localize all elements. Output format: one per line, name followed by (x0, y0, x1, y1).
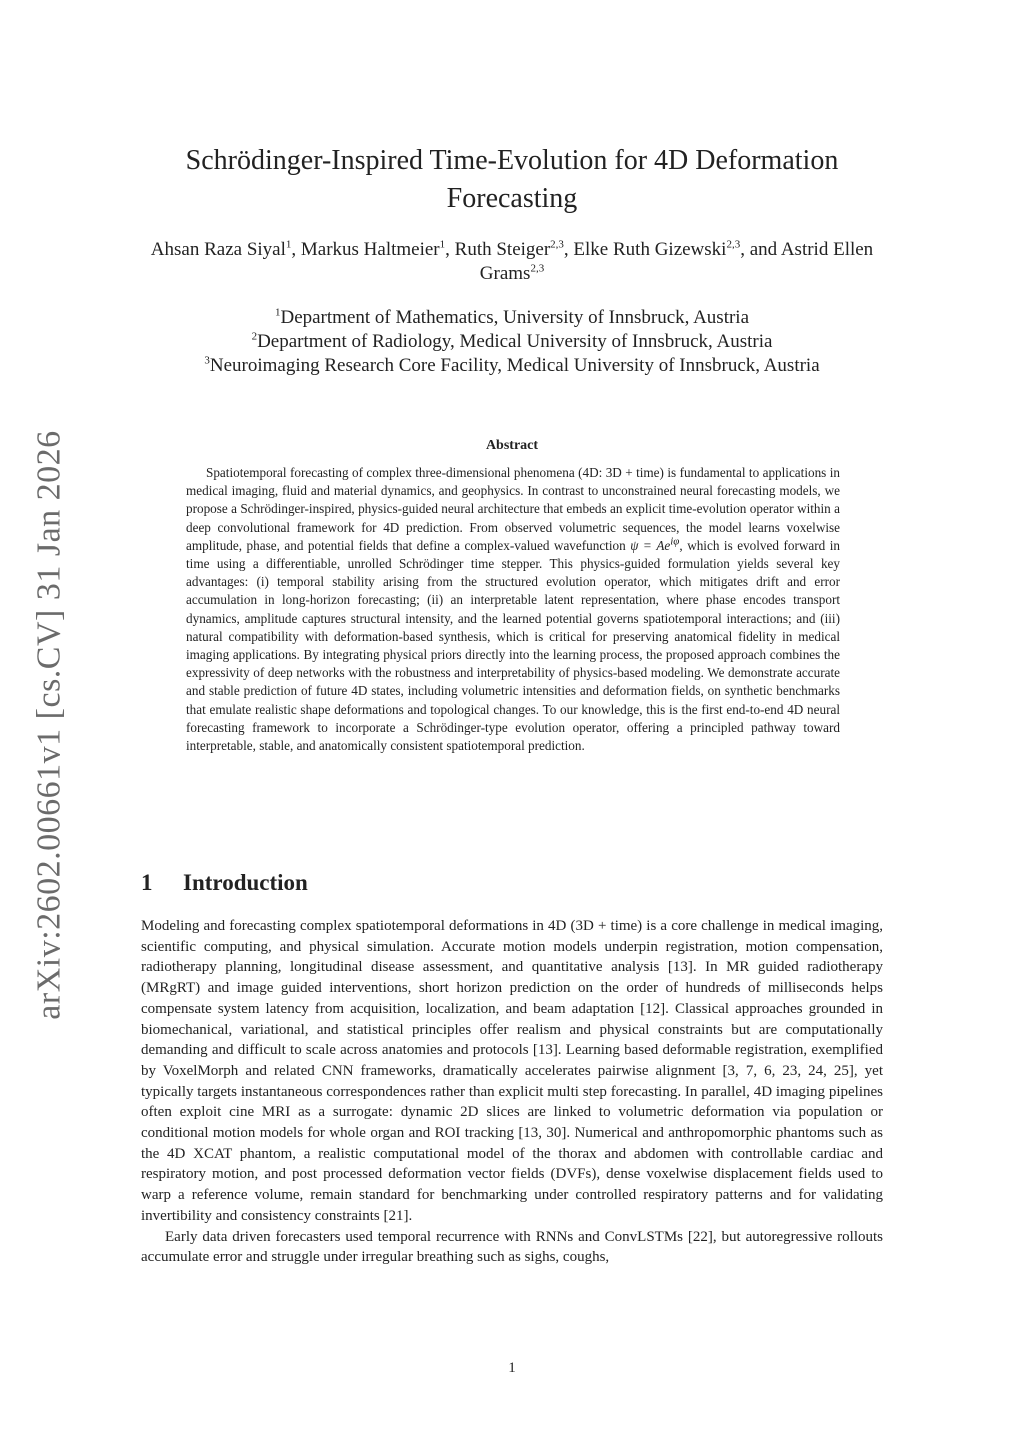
abstract-text: , which is evolved forward in time using a differentiable, unrolled Schrödinger time stepper. This physics-guided formulation yields several key advantages: (i) temporal stability arising from the structured evolution operator, which mitigates drift and error accumulation in long-horizon forecasting; (ii) an interpretable latent representation, where phase encodes transport dynamics, amplitude captures structural intensity, and the learned potential governs spatiotemporal interactions; and (iii) natural compatibility with deformation-based synthesis, which is critical for preserving anatomical fidelity in medical imaging applications. By integrating physical priors directly into the learning process, the proposed approach combines the expressivity of deep networks with the robustness and interpretability of physics-based modeling. We demonstrate accurate and stable prediction of future 4D states, including volumetric intensities and deformation fields, on synthetic benchmarks that emulate realistic shape deformations and topological changes. To our knowledge, this is the first end-to-end 4D neural forecasting framework to incorporate a Schrödinger-type evolution operator, offering a principled pathway toward interpretable, stable, and anatomically consistent spatiotemporal prediction. (186, 537, 840, 754)
affiliation-text: Department of Mathematics, University of Innsbruck, Austria (280, 307, 750, 328)
paragraph: Early data driven forecasters used temporal recurrence with RNNs and ConvLSTMs [22], but autoregressive rollouts accumulate error and struggle under irregular breathing such as sighs, coughs, (141, 1228, 883, 1266)
affiliation-line (130, 306, 894, 330)
abstract-text: Spatiotemporal forecasting of complex three-dimensional phenomena (4D: 3D + time) is fundamental to applications in medical imaging, fluid and material dynamics, and geophysics. In contrast to unconstrained neural forecasting models, we propose a Schrödinger-inspired, physics-guided neural architecture that embeds an explicit time-evolution operator within a deep convolutional framework for 4D prediction. From observed volumetric sequences, the model learns voxelwise amplitude, phase, and potential fields that define a complex-valued wavefunction (186, 465, 840, 553)
abstract-heading: Abstract (485, 438, 539, 453)
section-title: Introduction (183, 870, 308, 895)
author-list (130, 238, 894, 286)
author-name: , and Astrid Ellen Grams (479, 239, 874, 284)
author-affil-marker: 1 (439, 238, 446, 251)
affiliation-marker: 2 (251, 330, 258, 343)
author-name: Ahsan Raza Siyal (150, 239, 286, 260)
affiliation-list (130, 306, 894, 378)
author-affil-marker: 2,3 (726, 238, 741, 251)
paper-title: Schrödinger-Inspired Time-Evolution for 4D Deformation Forecasting (185, 145, 839, 214)
author-name: , Elke Ruth Gizewski (563, 239, 727, 260)
author-affil-marker: 2,3 (530, 262, 545, 275)
affiliation-marker: 1 (274, 306, 281, 319)
formula-exponent: iφ (670, 535, 680, 548)
wavefunction-formula: ψ = Ae (630, 537, 671, 553)
affiliation-line (130, 354, 894, 378)
abstract-body (186, 464, 840, 755)
arxiv-identifier[interactable]: arXiv:2602.00661v1 [cs.CV] 31 Jan 2026 (31, 430, 69, 1020)
page-number: 1 (508, 1360, 516, 1376)
section-heading (141, 870, 308, 896)
affiliation-marker: 3 (204, 354, 210, 367)
author-name: , Markus Haltmeier (291, 239, 440, 260)
affiliation-text: Department of Radiology, Medical University of Innsbruck, Austria (257, 331, 773, 352)
affiliation-line (130, 330, 894, 354)
author-affil-marker: 2,3 (550, 238, 564, 251)
paragraph: Modeling and forecasting complex spatiotemporal deformations in 4D (3D + time) is a core challenge in medical imaging, scientific computing, and physical simulation. Accurate motion models underpin registration, motion compensation, radiotherapy planning, longitudinal disease assessment, and quantitative analysis [13]. In MR guided radiotherapy (MRgRT) and image guided interventions, short horizon prediction on the order of hundreds of milliseconds helps compensate system latency from acquisition, localization, and beam adaptation [12]. Classical approaches grounded in biomechanical, variational, and statistical principles offer realism and physical constraints but are computationally demanding and difficult to scale across anatomies and protocols [13]. Learning based deformable registration, exemplified by VoxelMorph and related CNN frameworks, dramatically accelerates pairwise alignment [3, 7, 6, 23, 24, 25], yet typically targets instantaneous correspondences rather than explicit multi step forecasting. In parallel, 4D imaging pipelines often exploit cine MRI as a surrogate: dynamic 2D slices are linked to volumetric deformation via population or conditional motion models for whole organ and ROI tracking [13, 30]. Numerical and anthropomorphic phantoms such as the 4D XCAT phantom, a realistic computational model of the thorax and abdomen with controllable cardiac and respiratory motion, and post processed deformation vector fields (DVFs), dense voxelwise displacement fields used to warp a reference volume, remain standard for benchmarking under controlled respiratory patterns and for validating invertibility and consistency constraints [21]. (141, 918, 883, 1224)
affiliation-text: Neuroimaging Research Core Facility, Medical University of Innsbruck, Austria (209, 355, 820, 376)
arxiv-side-stamp (28, 430, 72, 1020)
section-number: 1 (141, 870, 153, 895)
author-name: , Ruth Steiger (445, 239, 551, 260)
author-affil-marker: 1 (285, 238, 292, 251)
section-body (141, 916, 883, 1268)
